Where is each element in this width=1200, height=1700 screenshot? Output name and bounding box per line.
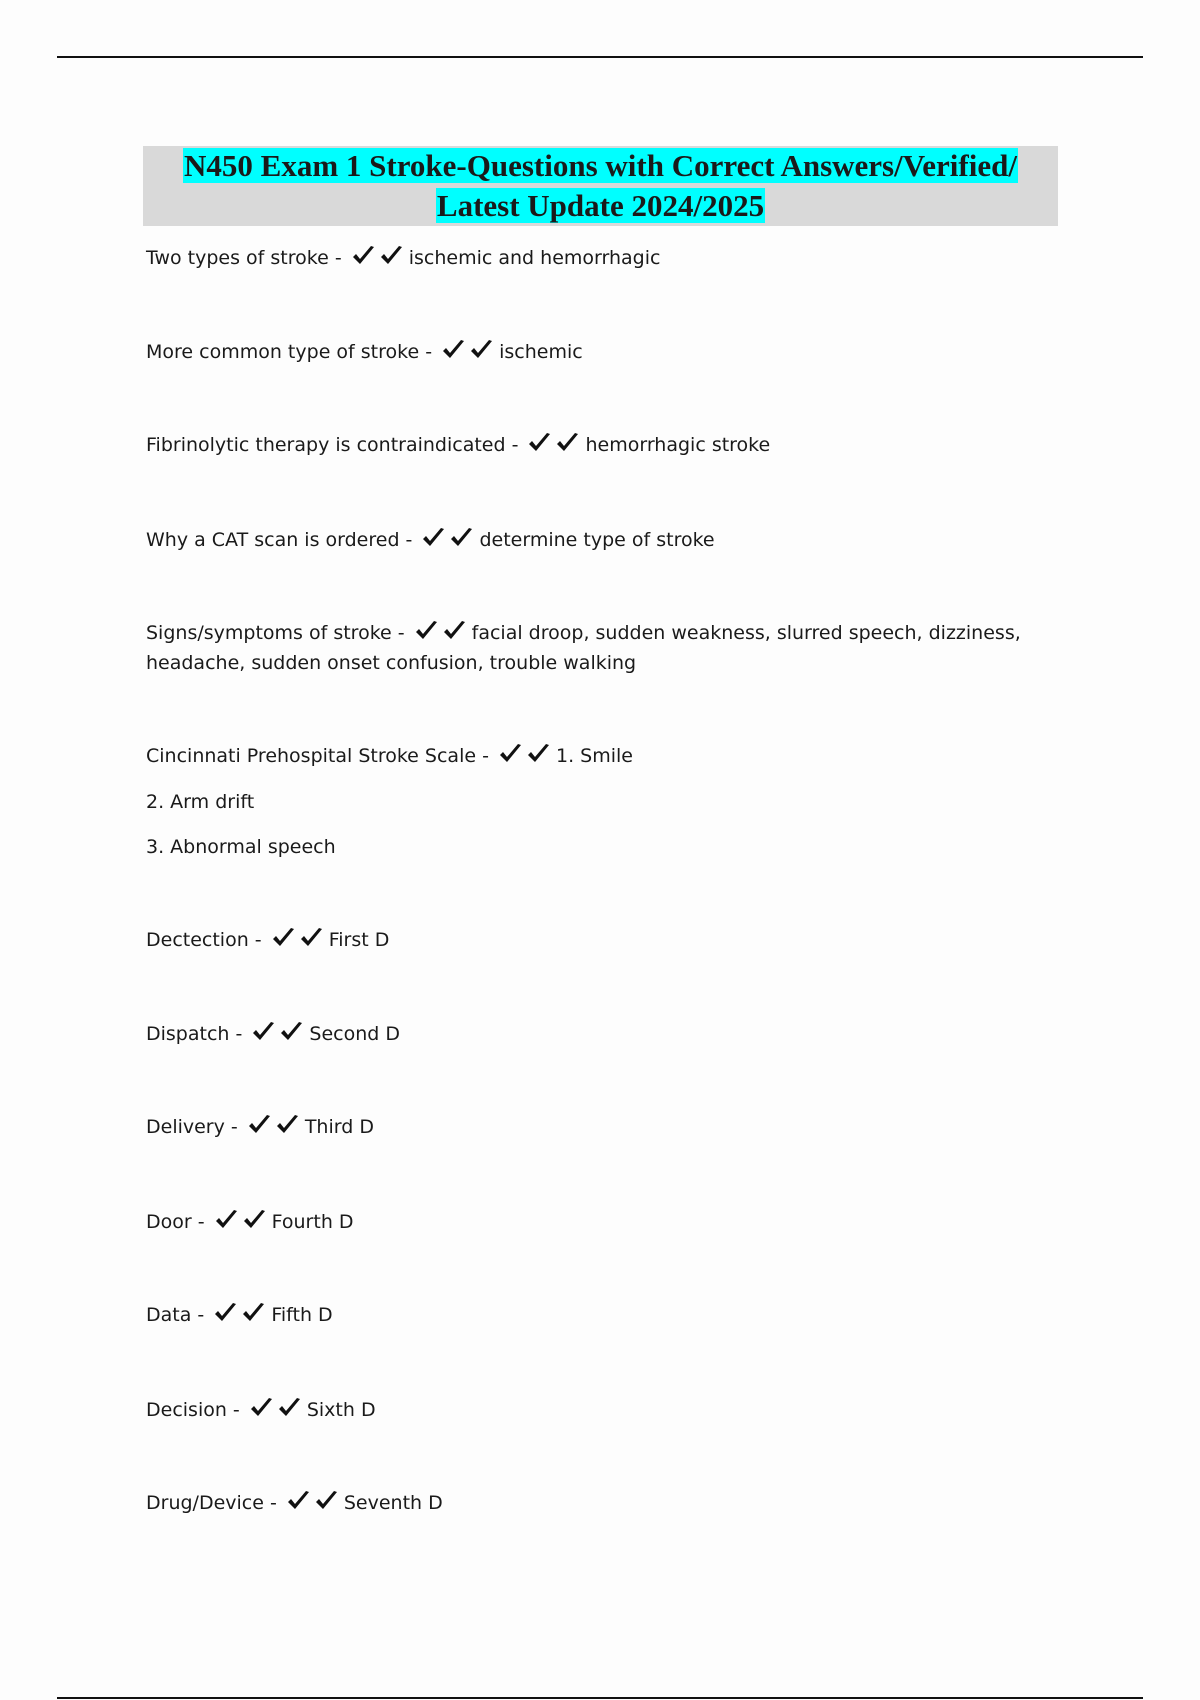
answer-continuation: headache, sudden onset confusion, trouble walking xyxy=(146,652,637,674)
answer-text: First D xyxy=(328,929,390,951)
check-icon xyxy=(351,245,407,276)
title-line-1: N450 Exam 1 Stroke-Questions with Correct Answers/Verified/ xyxy=(184,148,1017,183)
qa-item: Data - Fifth D xyxy=(146,1300,333,1333)
qa-item: Dispatch - Second D xyxy=(146,1019,400,1052)
question-text: Data xyxy=(146,1304,192,1326)
question-text: Cincinnati Prehospital Stroke Scale xyxy=(146,745,477,767)
answer-text: determine type of stroke xyxy=(479,529,715,551)
check-icon xyxy=(249,1397,305,1428)
answer-text: Third D xyxy=(304,1116,374,1138)
answer-text: Fifth D xyxy=(271,1304,333,1326)
answer-continuation: 3. Abnormal speech xyxy=(146,836,336,858)
question-text: Decision xyxy=(146,1399,227,1421)
answer-text: Fourth D xyxy=(271,1211,354,1233)
question-text: Signs/symptoms of stroke xyxy=(146,622,392,644)
qa-item: Decision - Sixth D xyxy=(146,1395,376,1428)
question-text: Fibrinolytic therapy is contraindicated xyxy=(146,434,506,456)
check-icon xyxy=(286,1490,342,1521)
qa-item: Fibrinolytic therapy is contraindicated - hemorrhagic stroke xyxy=(146,430,770,463)
answer-text: Sixth D xyxy=(306,1399,376,1421)
question-text: Delivery xyxy=(146,1116,225,1138)
question-text: Two types of stroke xyxy=(146,247,329,269)
question-text: Why a CAT scan is ordered xyxy=(146,529,400,551)
check-icon xyxy=(213,1302,269,1333)
question-text: Door xyxy=(146,1211,192,1233)
qa-item: Cincinnati Prehospital Stroke Scale - 1. Smile xyxy=(146,741,633,774)
document-title xyxy=(143,146,1058,226)
answer-text: ischemic xyxy=(499,341,583,363)
question-text: Dectection xyxy=(146,929,249,951)
check-icon xyxy=(527,432,583,463)
check-icon xyxy=(441,339,497,370)
qa-item: Signs/symptoms of stroke - facial droop, sudden weakness, slurred speech, dizziness, xyxy=(146,618,1021,651)
question-text: Drug/Device xyxy=(146,1492,264,1514)
top-rule xyxy=(57,56,1143,58)
qa-item: Why a CAT scan is ordered - determine type of stroke xyxy=(146,525,715,558)
check-icon xyxy=(271,927,327,958)
qa-item: Dectection - First D xyxy=(146,925,389,958)
answer-text: hemorrhagic stroke xyxy=(585,434,771,456)
question-text: More common type of stroke xyxy=(146,341,420,363)
qa-item: More common type of stroke - ischemic xyxy=(146,337,583,370)
qa-item: Drug/Device - Seventh D xyxy=(146,1488,443,1521)
answer-text: 1. Smile xyxy=(555,745,633,767)
answer-text: ischemic and hemorrhagic xyxy=(408,247,661,269)
check-icon xyxy=(421,527,477,558)
check-icon xyxy=(414,620,470,651)
check-icon xyxy=(214,1209,270,1240)
title-line-2: Latest Update 2024/2025 xyxy=(436,188,765,223)
question-text: Dispatch xyxy=(146,1023,230,1045)
answer-continuation: 2. Arm drift xyxy=(146,791,255,813)
check-icon xyxy=(247,1114,303,1145)
check-icon xyxy=(251,1021,307,1052)
bottom-rule xyxy=(57,1697,1143,1699)
qa-item: Door - Fourth D xyxy=(146,1207,354,1240)
qa-item: Two types of stroke - ischemic and hemorrhagic xyxy=(146,243,660,276)
answer-text: Seventh D xyxy=(343,1492,443,1514)
qa-item: Delivery - Third D xyxy=(146,1112,374,1145)
answer-text: Second D xyxy=(309,1023,400,1045)
check-icon xyxy=(498,743,554,774)
answer-text: facial droop, sudden weakness, slurred speech, dizziness, xyxy=(471,622,1021,644)
